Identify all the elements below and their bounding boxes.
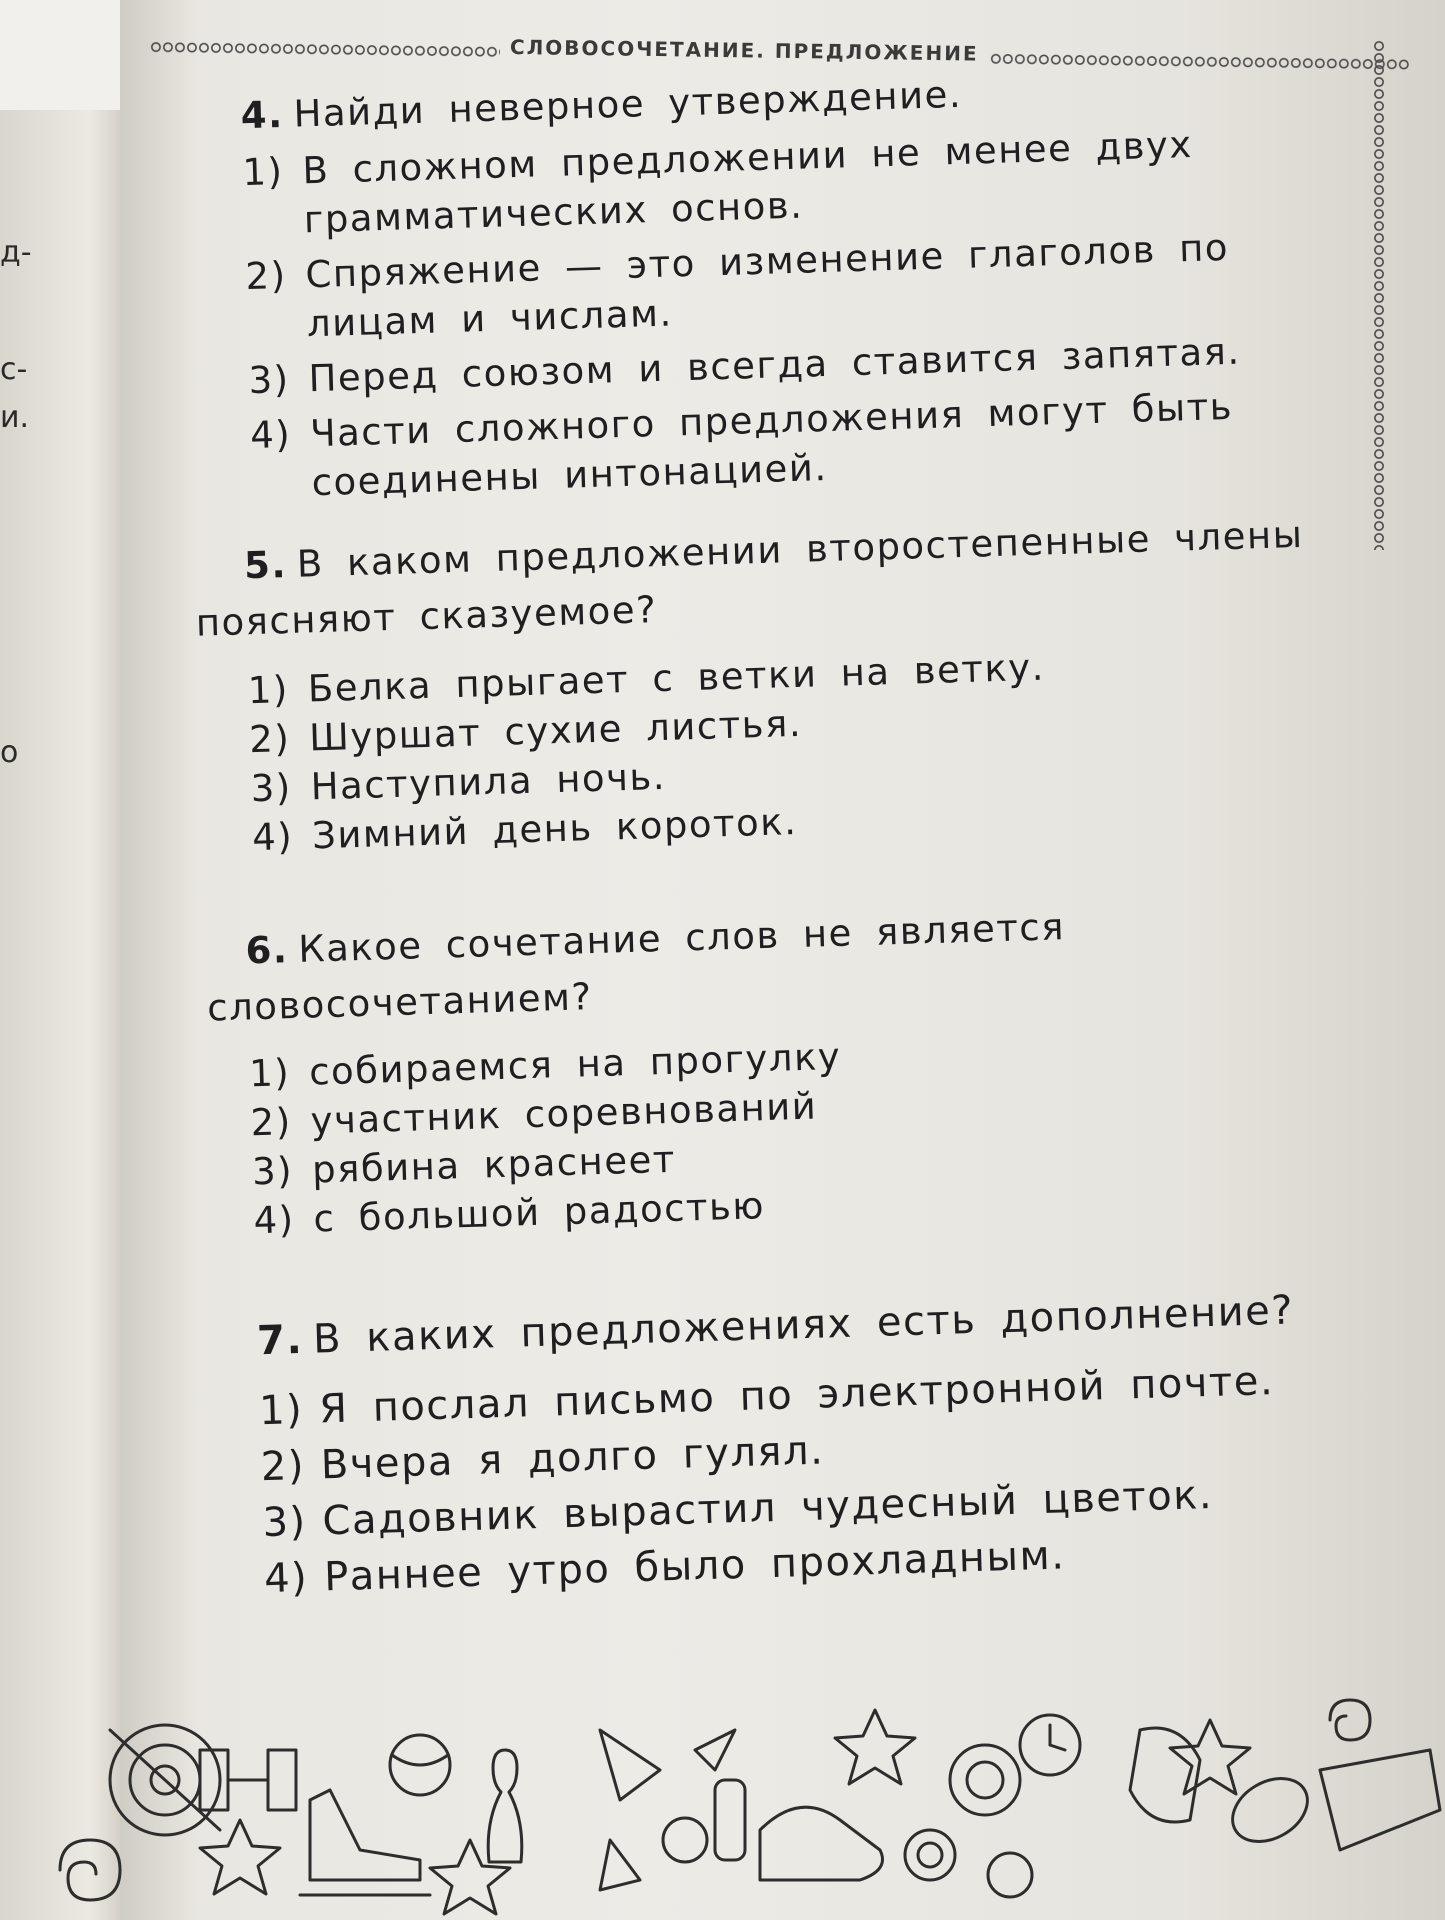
question-6 [205, 890, 1394, 1247]
ornament-border-right [1372, 40, 1390, 550]
badminton-icon [600, 1730, 660, 1890]
question-number: 6. [244, 928, 290, 973]
spiral-icon [1330, 1700, 1370, 1740]
option-text: Спряжение — это изменение глаголов по лицам и числам. [304, 225, 1230, 346]
ball-icon [390, 1735, 450, 1795]
left-fragment: с- [0, 352, 28, 387]
option-text: Зимний день короток. [311, 800, 798, 858]
option-number: 4) [249, 412, 292, 458]
option-number: 3) [261, 1498, 308, 1547]
option-number: 2) [248, 717, 291, 762]
header-ornament-left [150, 42, 500, 57]
options-list [218, 1349, 1404, 1608]
option-number: 3) [248, 357, 291, 403]
option-number: 2) [250, 1100, 293, 1145]
question-number: 5. [243, 543, 288, 588]
option-number: 1) [248, 1051, 291, 1096]
question-4 [180, 55, 1372, 511]
question-text: В каком предложении второстепенные члены поясняют сказуемое? [195, 512, 1304, 645]
option-text: участник соревнований [310, 1084, 818, 1143]
option-number: 1) [258, 1386, 304, 1435]
option-number: 4) [251, 814, 294, 860]
star-icon [835, 1710, 915, 1784]
spiral-icon [60, 1840, 120, 1900]
option-number: 1) [247, 668, 290, 713]
star-icon [200, 1820, 280, 1894]
question-5 [193, 505, 1382, 864]
rugby-ball-icon [1221, 1766, 1318, 1854]
left-fragment: о [0, 735, 19, 770]
target-icon [110, 1725, 220, 1835]
option-text: Я послал письмо по электронной почте. [318, 1358, 1275, 1433]
flipper-icon [1320, 1750, 1440, 1850]
stopwatch-icon [1020, 1715, 1080, 1775]
option-text: Наступила ночь. [310, 754, 667, 809]
star-icon [1170, 1720, 1250, 1794]
option-number: 2) [260, 1442, 306, 1491]
ball-icon [988, 1853, 1032, 1897]
option-text: Белка прыгает с ветки на ветку. [307, 645, 1046, 711]
question-text: Найди неверное утверждение. [292, 72, 963, 136]
option-number: 3) [250, 766, 293, 811]
option-number: 1) [241, 149, 285, 195]
sneaker-icon [760, 1807, 883, 1880]
option-text: собираемся на прогулку [308, 1034, 842, 1094]
option-text: Раннее утро было прохладным. [323, 1532, 1067, 1601]
question-text: В каких предложениях есть дополнение? [312, 1287, 1295, 1363]
option-text: Садовник вырастил чудесный цветок. [321, 1471, 1214, 1545]
question-7 [216, 1279, 1404, 1608]
star-icon [430, 1840, 510, 1914]
bottle-icon [715, 1780, 745, 1860]
ice-skate-icon [300, 1790, 430, 1895]
option-text: В сложном предложении не менее двух грамматических основ. [301, 122, 1194, 242]
question-text: Какое сочетание слов не является словосочетанием? [206, 905, 1066, 1030]
question-number: 7. [256, 1316, 304, 1365]
option-number: 4) [252, 1198, 296, 1243]
option-text: Шуршат сухие листья. [308, 701, 803, 760]
left-page-fragments [0, 0, 120, 1920]
left-fragment: д- [0, 235, 32, 270]
option-text: Вчера я долго гулял. [320, 1427, 825, 1489]
option-text: с большой радостью [312, 1184, 766, 1241]
bowling-pin-icon [488, 1750, 522, 1862]
option-number: 4) [263, 1554, 309, 1603]
options-list [209, 1016, 1394, 1247]
question-number: 4. [240, 92, 285, 138]
option-number: 3) [251, 1149, 294, 1194]
options-list [197, 633, 1382, 864]
option-text: рябина краснеет [311, 1137, 677, 1192]
option-text: Перед союзом и всегда ставится запятая. [307, 329, 1242, 401]
medal-icon [663, 1818, 955, 1880]
option-number: 2) [244, 253, 288, 299]
pennant-icon [695, 1730, 735, 1770]
option-text: Части сложного предложения могут быть соединены интонацией. [309, 384, 1234, 505]
section-title: СЛОВОСОЧЕТАНИЕ. ПРЕДЛОЖЕНИЕ [509, 35, 979, 66]
sports-doodle-border [0, 1690, 1445, 1920]
whistle-icon [950, 1745, 1020, 1815]
options-list [182, 115, 1372, 511]
left-fragment: и. [0, 400, 30, 435]
